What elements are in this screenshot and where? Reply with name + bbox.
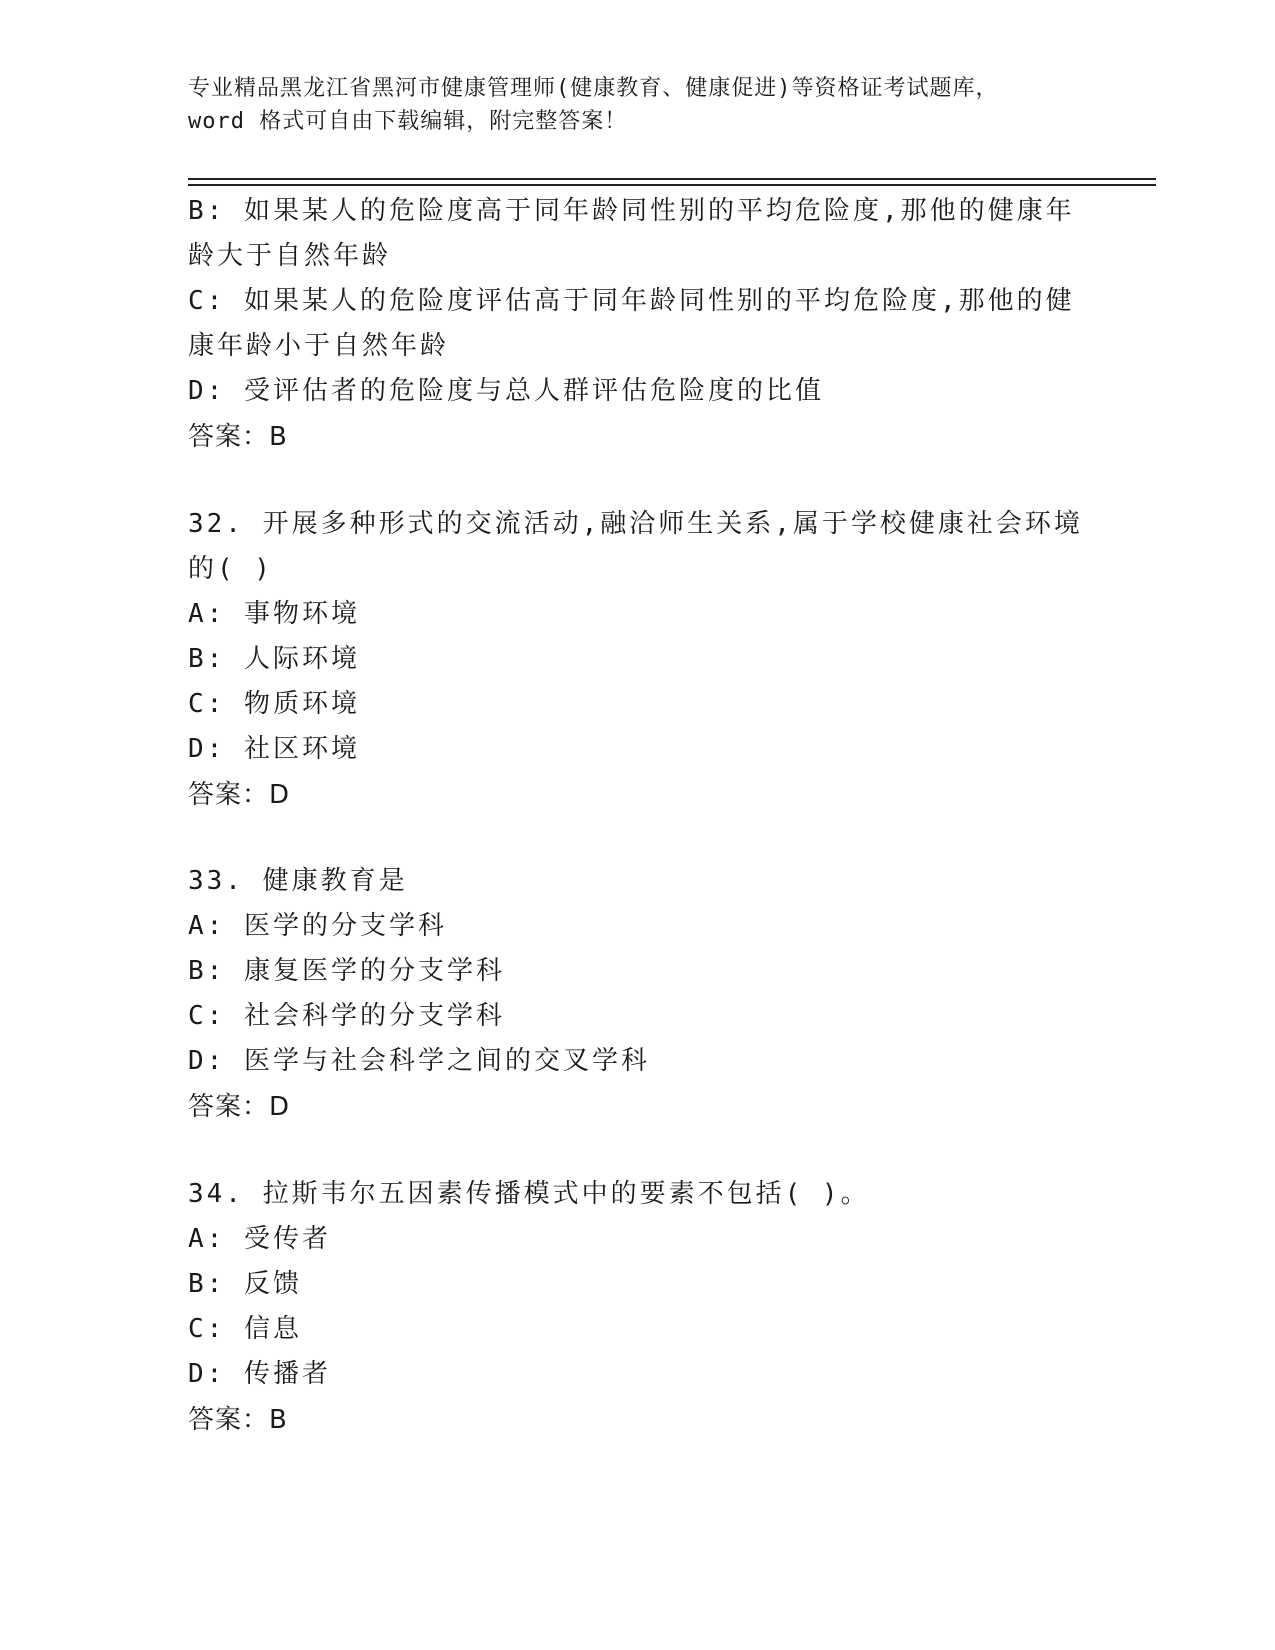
header-line-1: 专业精品黑龙江省黑河市健康管理师(健康教育、健康促进)等资格证考试题库， <box>188 76 999 101</box>
q33-stem: 33. 健康教育是 <box>188 866 408 896</box>
q32-option-a: A: 事物环境 <box>188 599 360 629</box>
q34-stem: 34. 拉斯韦尔五因素传播模式中的要素不包括( )。 <box>188 1179 870 1209</box>
q32-answer: 答案：D <box>188 780 291 810</box>
header-divider-bottom <box>188 184 1156 186</box>
document-header <box>188 72 1088 138</box>
q34-option-a: A: 受传者 <box>188 1224 331 1254</box>
q33-option-d: D: 医学与社会科学之间的交叉学科 <box>188 1046 650 1076</box>
q34-option-b: B: 反馈 <box>188 1269 302 1299</box>
q31-option-b-line-2: 龄大于自然年龄 <box>188 241 392 271</box>
q34-option-c: C: 信息 <box>188 1314 302 1344</box>
q32-option-c: C: 物质环境 <box>188 689 360 719</box>
q31-option-d: D: 受评估者的危险度与总人群评估危险度的比值 <box>188 376 824 406</box>
q32-stem-line-1: 32. 开展多种形式的交流活动,融洽师生关系,属于学校健康社会环境 <box>188 509 1083 539</box>
q33-option-c: C: 社会科学的分支学科 <box>188 1001 505 1031</box>
q32-option-b: B: 人际环境 <box>188 644 360 674</box>
q31-answer: 答案：B <box>188 422 288 452</box>
q31-option-b-line-1: B: 如果某人的危险度高于同年龄同性别的平均危险度,那他的健康年 <box>188 196 1075 226</box>
q33-answer: 答案：D <box>188 1092 291 1122</box>
q33-option-b: B: 康复医学的分支学科 <box>188 956 505 986</box>
q31-option-c-line-1: C: 如果某人的危险度评估高于同年龄同性别的平均危险度,那他的健 <box>188 286 1075 316</box>
q34-option-d: D: 传播者 <box>188 1359 331 1389</box>
q34-answer: 答案：B <box>188 1405 288 1435</box>
q31-option-c-line-2: 康年龄小于自然年龄 <box>188 331 450 361</box>
header-line-2: word 格式可自由下载编辑，附完整答案！ <box>188 109 628 134</box>
q32-stem-line-2: 的( ) <box>188 554 273 584</box>
header-divider-top <box>188 178 1156 180</box>
q33-option-a: A: 医学的分支学科 <box>188 911 447 941</box>
q32-option-d: D: 社区环境 <box>188 734 360 764</box>
